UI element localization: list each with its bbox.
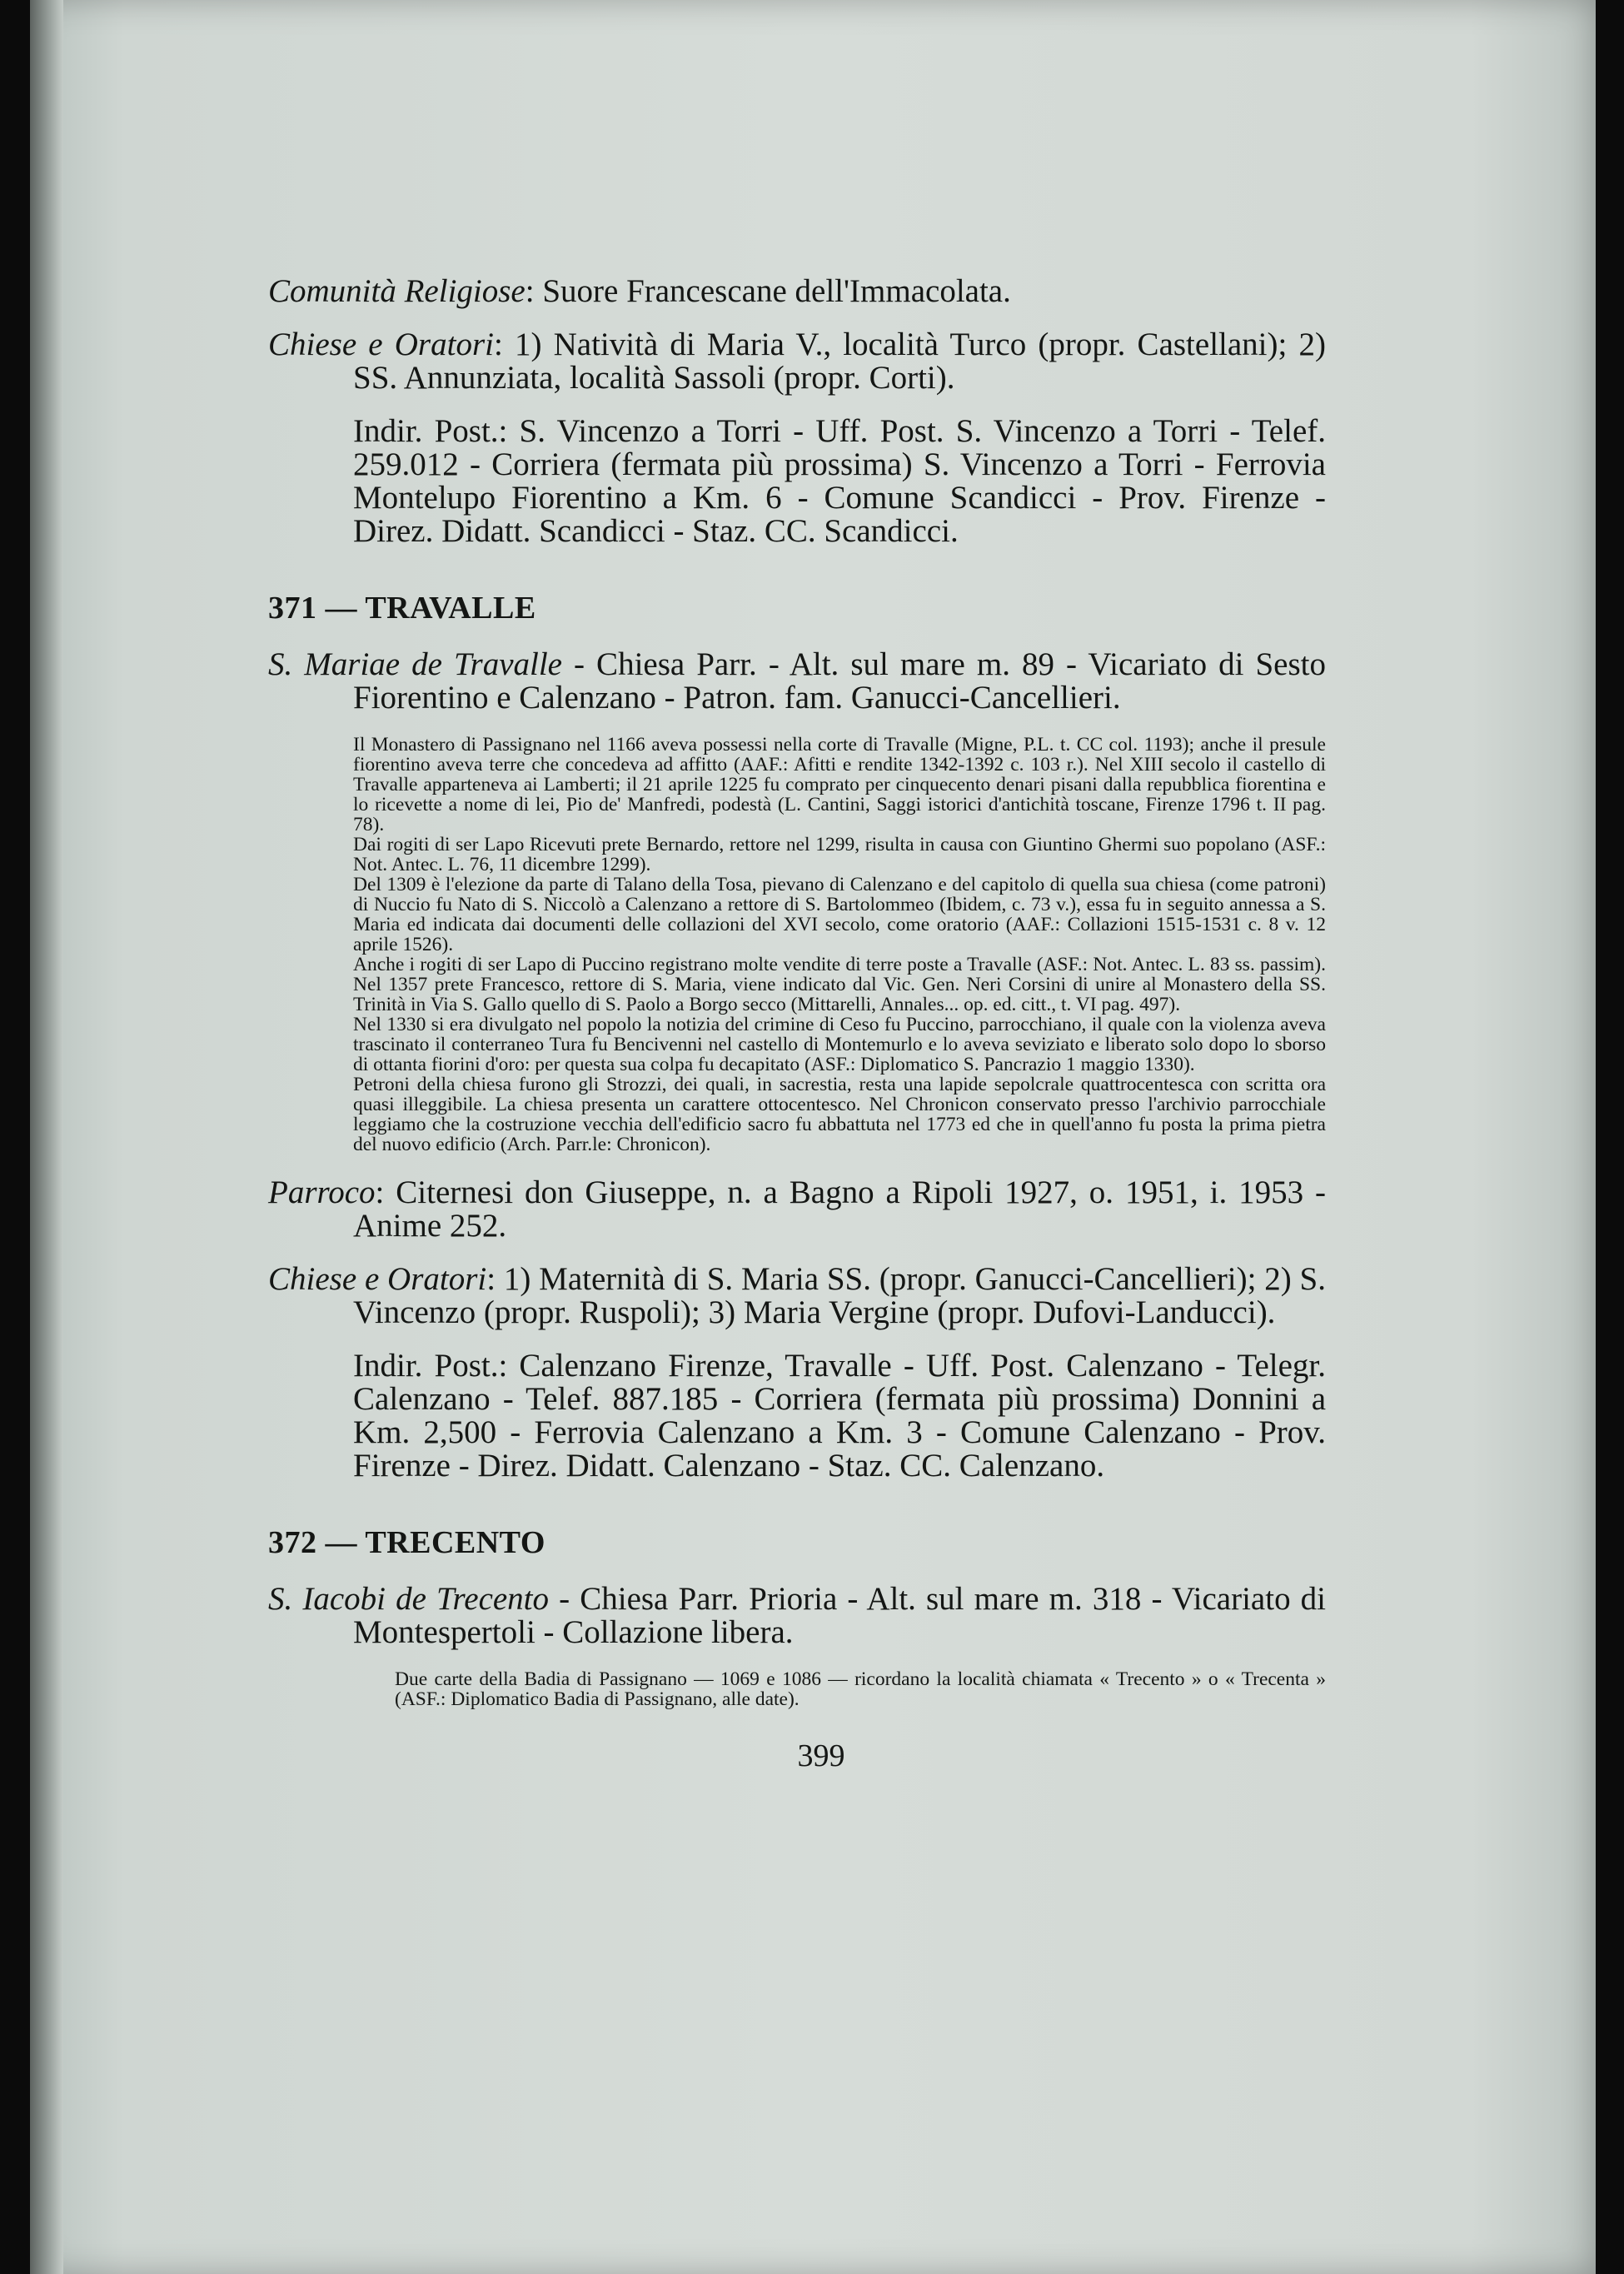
parroco-label: Parroco bbox=[268, 1174, 376, 1210]
history-paragraph: Nel 1330 si era divulgato nel popolo la notizia del crimine di Ceso fu Puccino, parrocchiano, il quale con la violenza aveva trascinato il conterraneo Tura fu Bencivenni nel castello di Montemurlo e lo aveva seviziato e liberato solo dopo lo sborso di ottanta fiorini d'oro: per questa sua colpa fu decapitato (ASF.: Diplomatico S. Pancrazio 1 maggio 1330). bbox=[353, 1014, 1326, 1075]
chiese-entry-1: Chiese e Oratori: 1) Natività di Maria V., località Turco (propr. Castellani); 2) SS. Annunziata, località Sassoli (propr. Corti). bbox=[268, 327, 1326, 396]
note-trecento: Due carte della Badia di Passignano — 1069 e 1086 — ricordano la località chiamata « Trecento » o « Trecenta » (ASF.: Diplomatico Badia di Passignano, alle date). bbox=[395, 1668, 1326, 1710]
chiese-label-2: Chiese e Oratori bbox=[268, 1261, 487, 1297]
history-travalle bbox=[353, 735, 1326, 1154]
page-content bbox=[268, 275, 1326, 1709]
comunita-text: Suore Francescane dell'Immacolata. bbox=[542, 273, 1011, 309]
chiese-entry-2: Chiese e Oratori: 1) Maternità di S. Maria SS. (propr. Ganucci-Cancellieri); 2) S. Vincenzo (propr. Ruspoli); 3) Maria Vergine (propr. Dufovi-Landucci). bbox=[268, 1261, 1326, 1330]
heading-travalle: 371 — TRAVALLE bbox=[268, 591, 536, 626]
parroco-entry: Parroco: Citernesi don Giuseppe, n. a Bagno a Ripoli 1927, o. 1951, i. 1953 - Anime 252. bbox=[268, 1174, 1326, 1244]
church-text-travalle: - Chiesa Parr. - Alt. sul mare m. 89 - Vicariato di Sesto Fiorentino e Calenzano - Patron. fam. Ganucci-Cancellieri. bbox=[353, 646, 1326, 716]
church-text-trecento: - Chiesa Parr. Prioria - Alt. sul mare m. 318 - Vicariato di Montespertoli - Collazione libera. bbox=[353, 1581, 1327, 1650]
church-entry-travalle bbox=[268, 648, 1326, 715]
page-number: 399 bbox=[797, 1738, 845, 1773]
chiese-label-1: Chiese e Oratori bbox=[268, 327, 494, 362]
indir-post-1: Indir. Post.: S. Vincenzo a Torri - Uff. Post. S. Vincenzo a Torri - Telef. 259.012 - Corriera (fermata più prossima) S. Vincenzo a Torri - Ferrovia Montelupo Fiorentino a Km. 6 - Comune Scandicci - Prov. Firenze - Direz. Didatt. Scandicci - Staz. CC. Scandicci. bbox=[353, 413, 1326, 549]
history-paragraph: Dai rogiti di ser Lapo Ricevuti prete Bernardo, rettore nel 1299, risulta in causa con Giuntino Ghermi suo popolano (ASF.: Not. Antec. L. 76, 11 dicembre 1299). bbox=[353, 834, 1326, 875]
church-name-trecento: S. Iacobi de Trecento bbox=[268, 1581, 550, 1617]
history-paragraph: Petroni della chiesa furono gli Strozzi, dei quali, in sacrestia, resta una lapide sepolcrale quattrocentesca con scritta ora quasi illeggibile. La chiesa presenta un carattere ottocentesco. Nel Chronicon conservato presso l'archivio parrocchiale leggiamo che la costruzione vecchia dell'edificio sacro fu abbattuta nel 1773 ed che in quell'anno fu posta la prima pietra del nuovo edificio (Arch. Parr.le: Chronicon). bbox=[353, 1074, 1326, 1155]
history-paragraph: Il Monastero di Passignano nel 1166 aveva possessi nella corte di Travalle (Migne, P.L. t. CC col. 1193); anche il presule fiorentino aveva terre che concedeva ad affitto (AAF.: Afitti e rendite 1342-1392 c. 103 r.). Nel XIII secolo il castello di Travalle apparteneva ai Lamberti; il 21 aprile 1225 fu comprato per cinquecento denari pisani dalla repubblica fiorentina e lo ricevette a nome di lei, Pio de' Manfredi, podestà (L. Cantini, Saggi istorici d'antichità toscane, Firenze 1796 t. II pag. 78). bbox=[353, 734, 1326, 835]
church-entry-trecento bbox=[268, 1583, 1326, 1649]
indir-post-2: Indir. Post.: Calenzano Firenze, Travalle - Uff. Post. Calenzano - Telegr. Calenzano - Telef. 887.185 - Corriera (fermata più prossima) Donnini a Km. 2,500 - Ferrovia Calenzano a Km. 3 - Comune Calenzano - Prov. Firenze - Direz. Didatt. Calenzano - Staz. CC. Calenzano. bbox=[353, 1348, 1326, 1484]
history-paragraph: Anche i rogiti di ser Lapo di Puccino registrano molte vendite di terre poste a Travalle (ASF.: Not. Antec. L. 83 ss. passim). Nel 1357 prete Francesco, rettore di S. Maria, viene indicato dal Vic. Gen. Neri Corsini di unire al Monastero della SS. Trinità in Via S. Gallo quello di S. Paolo a Borgo secco (Mittarelli, Annales... op. ed. citt., t. VI pag. 497). bbox=[353, 954, 1326, 1015]
heading-trecento: 372 — TRECENTO bbox=[268, 1525, 545, 1560]
chiese-text-1: 1) Natività di Maria V., località Turco (propr. Castellani); 2) SS. Annunziata, località Sassoli (propr. Corti). bbox=[353, 327, 1326, 396]
comunita-entry: Comunità Religiose: Suore Francescane dell'Immacolata. bbox=[268, 273, 1011, 309]
history-paragraph: Del 1309 è l'elezione da parte di Talano della Tosa, pievano di Calenzano e del capitolo di quella sua chiesa (come patroni) di Nuccio fu Nato di S. Niccolò a Calenzano a rettore di S. Bartolommeo (Ibidem, c. 73 v.), essa fu in seguito annessa a S. Maria ed indicata dai documenti delle collazioni del XVI secolo, come oratorio (AAF.: Collazioni 1515-1531 c. 8 v. 12 aprile 1526). bbox=[353, 874, 1326, 955]
page-gutter bbox=[30, 0, 63, 2274]
church-name-travalle: S. Mariae de Travalle bbox=[268, 646, 562, 682]
comunita-label: Comunità Religiose bbox=[268, 273, 526, 309]
book-page bbox=[30, 0, 1596, 2274]
parroco-text: Citernesi don Giuseppe, n. a Bagno a Ripoli 1927, o. 1951, i. 1953 - Anime 252. bbox=[353, 1174, 1326, 1244]
chiese-text-2: 1) Maternità di S. Maria SS. (propr. Ganucci-Cancellieri); 2) S. Vincenzo (propr. Ruspoli); 3) Maria Vergine (propr. Dufovi-Landucci). bbox=[353, 1261, 1326, 1330]
